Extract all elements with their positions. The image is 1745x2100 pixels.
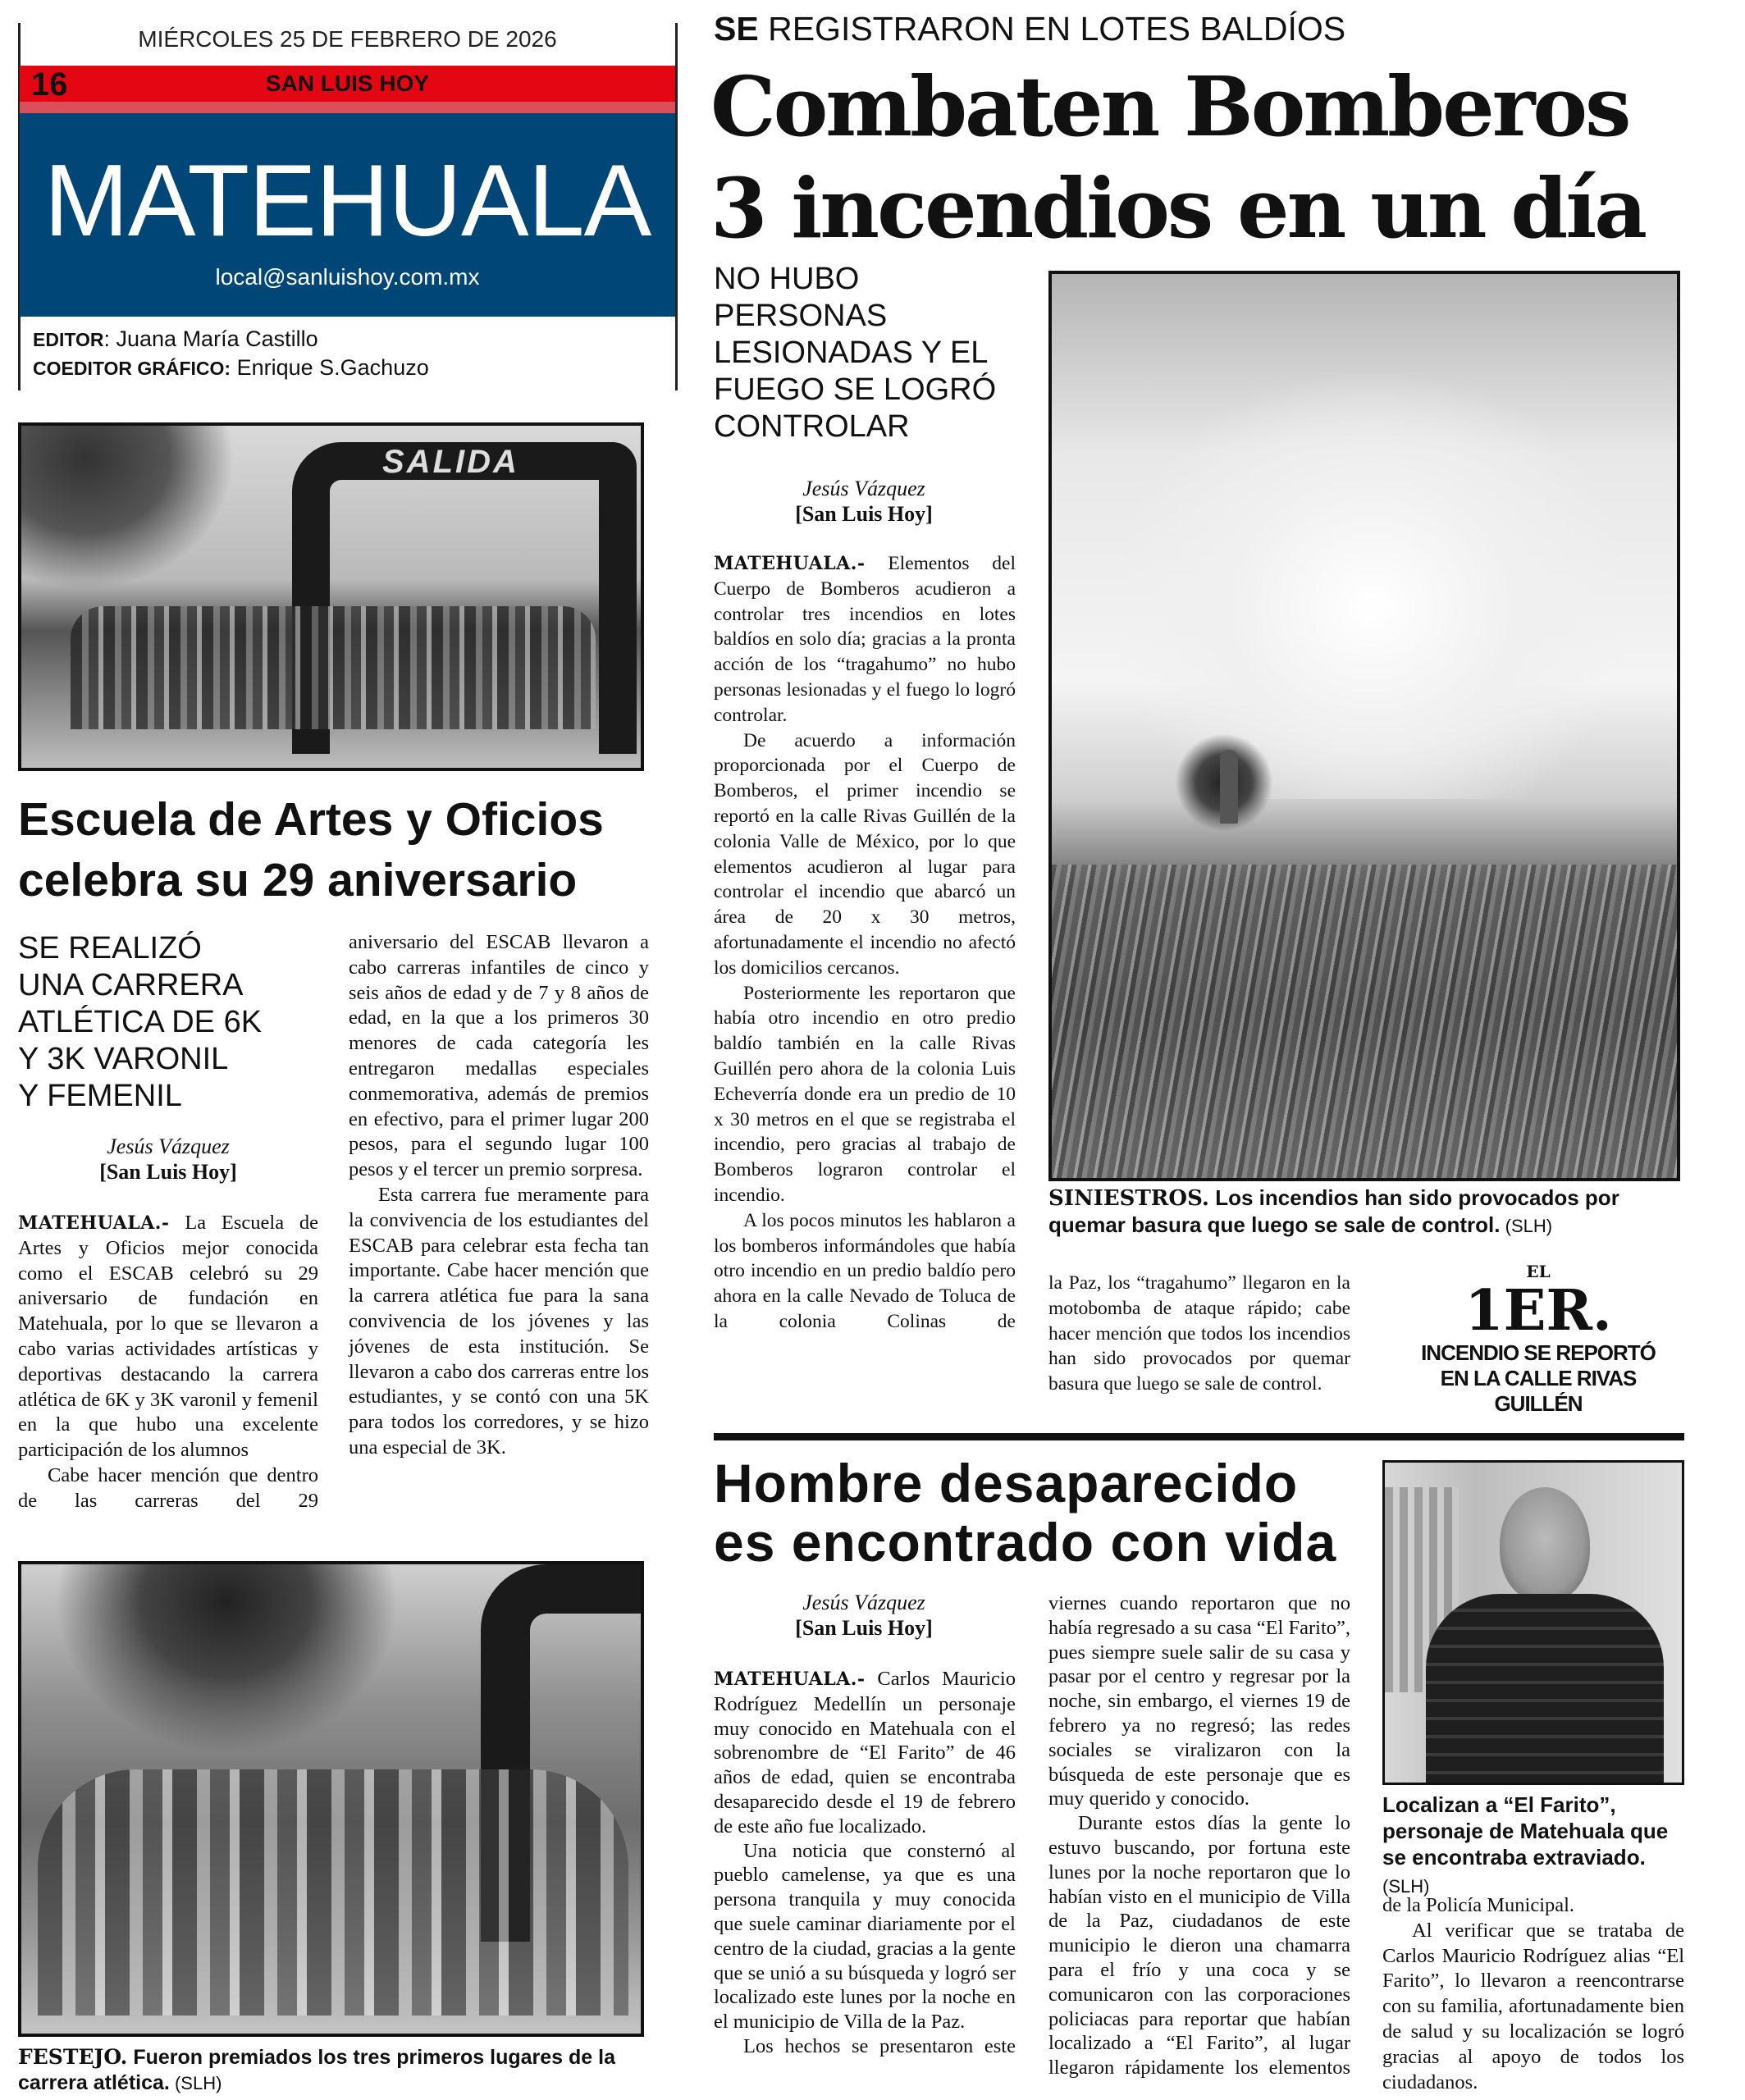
bomberos-deck [714, 261, 996, 445]
deck-line: Y FEMENIL [18, 1079, 182, 1113]
hombre-column-1 [714, 1667, 1016, 2059]
hombre-headline [714, 1454, 1336, 1572]
caption-credit: (SLH) [169, 2073, 222, 2093]
hombre-headline-line-1: Hombre desaparecido [714, 1453, 1299, 1513]
deck-line: Y 3K VARONIL [18, 1042, 229, 1076]
fire-photo-caption [1048, 1185, 1684, 1239]
paragraph: Al verificar que se trataba de Carlos Mauricio Rodríguez alias “El Farito”, lo llevaron a reencontrarse con su familia, afortunadamente bien de salud y su localización se logró gracias al apoyo de todos los ciudadanos. [1382, 1919, 1684, 2093]
hombre-byline [714, 1590, 1014, 1641]
paragraph: Cabe hacer mención que dentro de las carreras del 29 [18, 1463, 318, 1512]
deck-line: LESIONADAS Y EL [714, 336, 989, 370]
person-jacket [1426, 1594, 1664, 1785]
editor-name: Juana María Castillo [116, 326, 318, 351]
editor-label: EDITOR [33, 329, 104, 350]
pull-quote-line: EN LA CALLE RIVAS [1440, 1366, 1637, 1390]
paragraph: De acuerdo a información proporcionada por el Cuerpo de Bomberos, el primer incendio se reportó en la calle Rivas Guillén de la colonia Valle de México, por lo que elementos acudieron al lugar para controlar el incendio que abarcó un área de 20 x 30 metros, afortunadamente el incendio no afectó los domicilios cercanos. [714, 729, 1016, 979]
paragraph: de la Policía Municipal. [1382, 1894, 1575, 1916]
page-number: 16 [31, 66, 68, 103]
escuela-headline [18, 789, 604, 911]
paragraph: Los hechos se presentaron este [743, 2034, 1016, 2057]
hombre-column-2 [1048, 1591, 1350, 2080]
bomberos-kicker [714, 10, 1345, 48]
dateline: MATEHUALA.- [714, 553, 866, 574]
paragraph-text: La Escuela de Artes y Oficios mejor conocida como el ESCAB celebró su 29 aniversario de fundación en Matehuala, por lo que se llevaron a cabo varias actividades artísticas y deportivas destacando la carrera atlética de 6K y 3K varonil y femenil en la que hubo una excelente participación de los alumnos [18, 1212, 318, 1462]
pink-band [20, 102, 675, 113]
deck-line: CONTROLAR [714, 409, 910, 444]
palm-tree-shape [54, 1564, 399, 1753]
bomberos-column-2 [1048, 1271, 1350, 1397]
paragraph [18, 1211, 318, 1463]
escuela-byline [18, 1134, 318, 1185]
caption-keyword: FESTEJO. [18, 2045, 128, 2069]
firefighter-figure [1220, 750, 1238, 824]
el-farito-caption [1382, 1792, 1686, 1900]
bomberos-column-1 [714, 551, 1016, 1335]
bomberos-headline-line-1: Combaten Bomberos [710, 58, 1629, 155]
paragraph: aniversario del ESCAB llevaron a cabo carreras infantiles de cinco y seis años de edad y de 7 y 8 años de edad, en la que a los primeros 30 menores de cada categoría les entregaron medallas especiales conmemorativa, además de premios en efectivo, para el primer lugar 200 pesos, para el segundo lugar 100 pesos y el tercer un premio sorpresa. [349, 931, 649, 1181]
byline-outlet: [San Luis Hoy] [795, 1616, 933, 1640]
pull-quote [1403, 1262, 1674, 1417]
paragraph: Posteriormente les reportaron que había otro incendio en otro predio baldío también en la calle Rivas Guillén pero ahora de la colonia Luis Echeverría donde era un predio de 10 x 30 metros en el que se registraba el incendio, pero gracias al trabajo de Bomberos lograron controlar el incendio. [714, 982, 1016, 1206]
editor-colon: : [103, 326, 116, 351]
hombre-headline-line-2: es encontrado con vida [714, 1512, 1337, 1573]
dateline: MATEHUALA.- [18, 1212, 170, 1234]
deck-line: SE REALIZÓ [18, 931, 202, 966]
byline-author: Jesús Vázquez [802, 1591, 925, 1614]
byline-author: Jesús Vázquez [802, 477, 925, 500]
byline-outlet: [San Luis Hoy] [99, 1160, 237, 1184]
runners-photo [18, 1561, 644, 2037]
paragraph: A los pocos minutos les hablaron a los bomberos informándoles que había otro incendio en un predio baldío pero ahora en la calle Nevado de Toluca de la colonia Colinas de [714, 1209, 1016, 1332]
bomberos-byline [714, 476, 1014, 527]
escuela-headline-line-2: celebra su 29 aniversario [18, 854, 578, 906]
editor-credit [33, 326, 318, 352]
pull-quote-line: INCENDIO SE REPORTÓ [1421, 1340, 1656, 1365]
caption-text: Localizan a “El Farito”, personaje de Matehuala que se encontraba extraviado. [1382, 1792, 1669, 1869]
palm-tree-shape [21, 426, 235, 590]
escuela-column-1 [18, 1211, 318, 1514]
caption-credit: (SLH) [1382, 1876, 1430, 1897]
paragraph-text: Carlos Mauricio Rodríguez Medellín un personaje muy conocido en Matehuala con el sobrenombre de “El Farito” de 46 años de edad, quien se encontraba desaparecido desde el 19 de febrero de este año fue localizado. [714, 1668, 1016, 1838]
byline-outlet: [San Luis Hoy] [795, 502, 933, 526]
coeditor-credit [33, 355, 429, 381]
escuela-headline-line-1: Escuela de Artes y Oficios [18, 793, 604, 846]
coeditor-label: COEDITOR GRÁFICO: [33, 358, 231, 379]
caption-text: Los incendios han sido provocados por quemar basura que luego se sale de control. [1048, 1185, 1619, 1237]
fire-photo [1048, 271, 1680, 1181]
pull-quote-text [1403, 1340, 1674, 1417]
deck-line: PERSONAS [714, 299, 888, 333]
section-title: MATEHUALA [43, 144, 651, 258]
runners-photo-caption [18, 2044, 650, 2096]
pull-quote-line: GUILLÉN [1494, 1391, 1583, 1416]
paragraph-text: Elementos del Cuerpo de Bomberos acudieron a controlar tres incendios en lotes baldíos en solo día; gracias a la pronta acción de los “tragahumo” no hubo personas lesionadas y el fuego lo logró controlar. [714, 553, 1016, 726]
hombre-column-3 [1382, 1893, 1684, 2095]
paragraph: Una noticia que consternó al pueblo camelense, ya que es una persona tranquila y muy conocida que suele caminar diariamente por el centro de la ciudad, gracias a la gente que se unió a su búsqueda y logró ser localizado este lunes por la noche en el municipio de Villa de la Paz. [714, 1839, 1016, 2034]
paragraph: Durante estos días la gente lo estuvo buscando, por fortuna este lunes por la noche reportaron que lo habían visto en el municipio de Villa de la Paz, ciudadanos de este municipio le dieron una chamarra para el frío y una coca y se comunicaron con las corporaciones policiacas para reportar que habían localizado a “El Farito”, al lugar llegaron rápidamente los elementos [1048, 1812, 1350, 2079]
dateline: MATEHUALA.- [714, 1669, 866, 1690]
paper-name: SAN LUIS HOY [265, 71, 430, 96]
race-start-photo [18, 422, 644, 771]
coeditor-name: Enrique S.Gachuzo [236, 355, 429, 380]
deck-line: FUEGO SE LOGRÓ [714, 372, 997, 407]
section-divider [714, 1433, 1684, 1440]
arch-sign-text: SALIDA [382, 444, 519, 480]
edition-date: MIÉRCOLES 25 DE FEBRERO DE 2026 [138, 26, 557, 52]
paragraph: la Paz, los “tragahumo” llegaron en la motobomba de ataque rápido; cabe hacer mención que todos los incendios han sido provocados por quemar basura que luego se sale de control. [1048, 1272, 1350, 1395]
escuela-column-2 [349, 930, 649, 1461]
paragraph [714, 551, 1016, 728]
shrubs [1052, 865, 1680, 1181]
paragraph: viernes cuando reportaron que no había regresado a su casa “El Farito”, pues siempre suele salir de su casa y pasar por el centro y regresar por la noche, sin embargo, el viernes 19 de febrero ya no regresó; las redes sociales se viralizaron con la búsqueda de este personaje que es muy querido y conocido. [1048, 1592, 1351, 1810]
escuela-deck [18, 930, 262, 1115]
runners-group [38, 1769, 628, 2016]
person-head [1500, 1487, 1590, 1602]
kicker-bold: SE [714, 10, 759, 48]
pull-quote-small: EL [1526, 1262, 1551, 1281]
pull-quote-number: 1ER. [1464, 1278, 1612, 1344]
column-rule-right [675, 23, 678, 390]
caption-credit: (SLH) [1500, 1216, 1553, 1236]
section-email: local@sanluishoy.com.mx [215, 264, 480, 290]
deck-line: NO HUBO [714, 262, 860, 296]
bomberos-headline-line-2: 3 incendios en un día [710, 160, 1646, 257]
bomberos-headline [710, 56, 1645, 259]
el-farito-photo [1382, 1460, 1684, 1785]
caption-text: Fueron premiados los tres primeros lugares de la carrera atlética. [18, 2046, 616, 2094]
byline-author: Jesús Vázquez [107, 1134, 230, 1158]
paragraph: Esta carrera fue meramente para la convivencia de los estudiantes del ESCAB para celebrar esta fecha tan importante. Cabe hacer mención que la carrera atlética fue para la sana convivencia de los jóvenes y las jóvenes de esta institución. Se llevaron a cabo dos carreras entre los estudiantes, y se contó con una 5K para todos los corredores, y se hizo una especial de 3K. [349, 1183, 649, 1459]
paragraph [714, 1667, 1016, 1839]
deck-line: ATLÉTICA DE 6K [18, 1005, 263, 1039]
runners-crowd [71, 606, 596, 729]
deck-line: UNA CARRERA [18, 968, 244, 1002]
caption-keyword: SINIESTROS. [1048, 1186, 1209, 1211]
kicker-text: REGISTRARON EN LOTES BALDÍOS [758, 10, 1346, 48]
